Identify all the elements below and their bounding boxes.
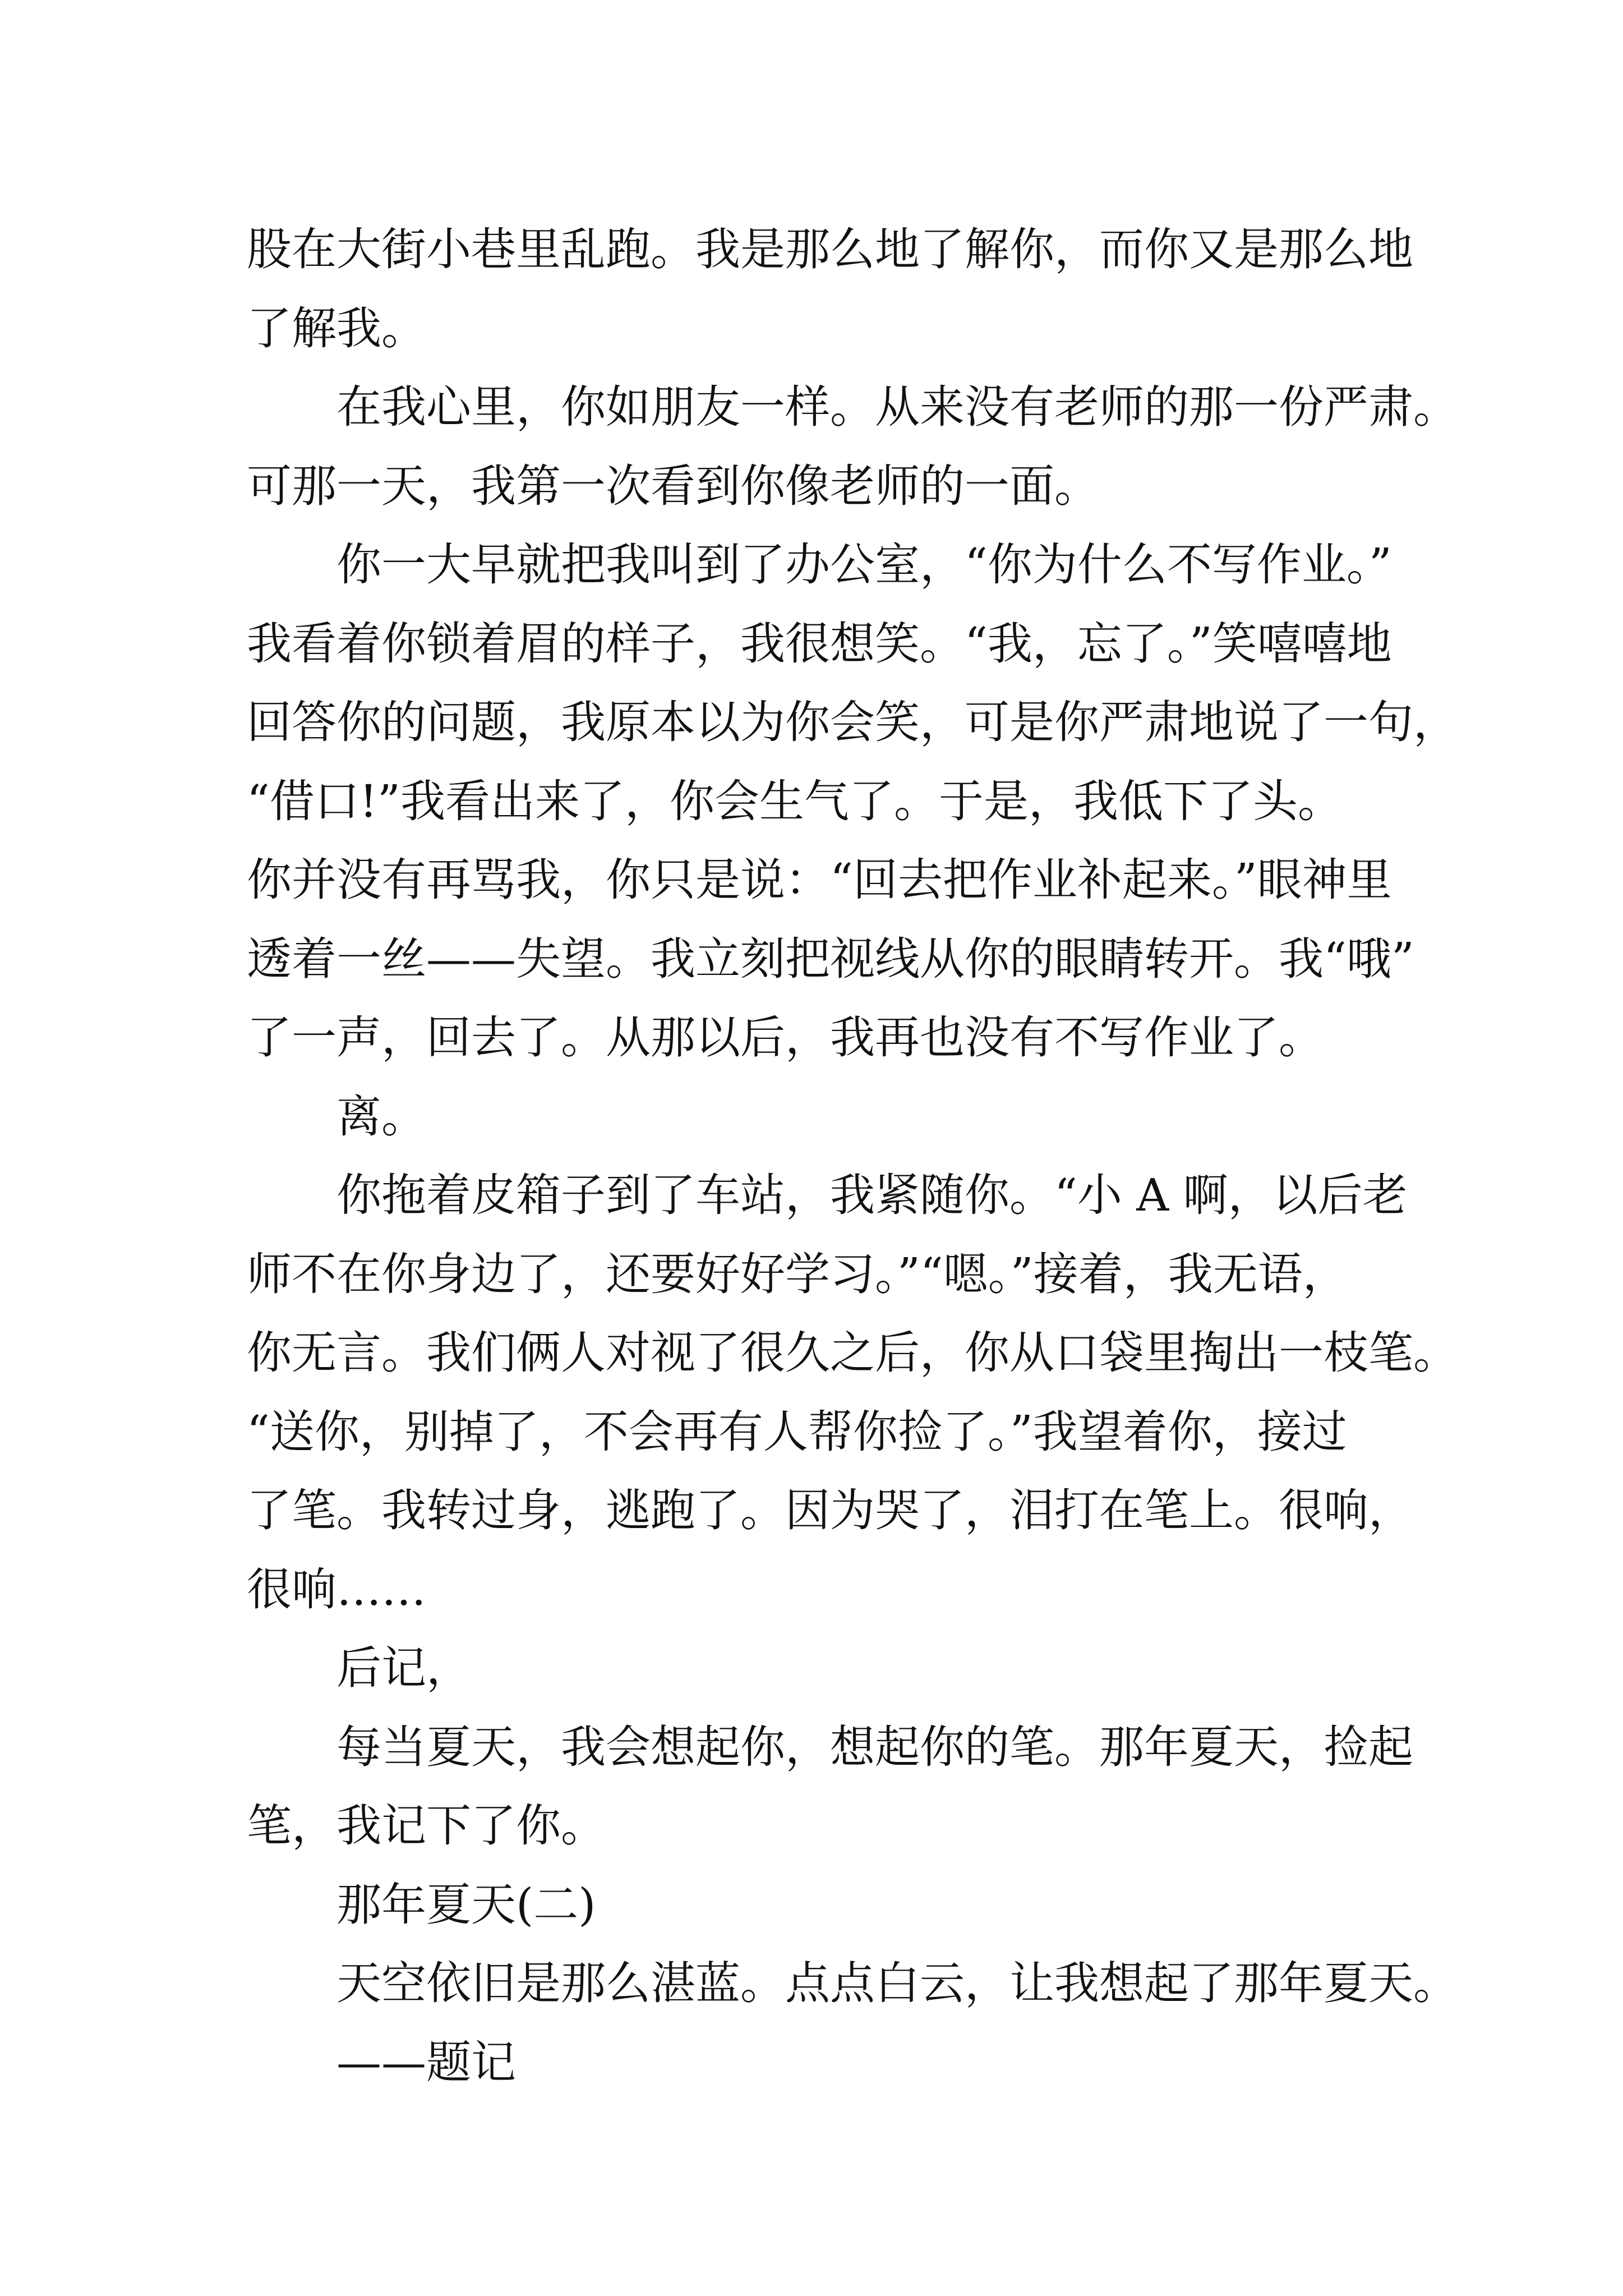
text-line: 透着一丝——失望。我立刻把视线从你的眼睛转开。我“哦” [247, 932, 1414, 985]
paragraph-start-line: 你拖着皮箱子到了车站，我紧随你。“小 A 啊，以后老 [336, 1169, 1408, 1221]
paragraph-start-line: 在我心里，你如朋友一样。从来没有老师的那一份严肃。 [336, 381, 1458, 433]
paragraph-start-line: 你一大早就把我叫到了办公室，“你为什么不写作业。” [336, 539, 1392, 591]
text-line: 回答你的问题，我原本以为你会笑，可是你严肃地说了一句， [247, 696, 1458, 748]
text-line: “送你，别掉了，不会再有人帮你捡了。”我望着你，接过 [247, 1405, 1347, 1458]
document-body [247, 210, 1458, 2102]
postscript-heading: 后记， [336, 1642, 471, 1694]
text-line: 笔，我记下了你。 [247, 1800, 606, 1852]
text-line: 可那一天，我第一次看到你像老师的一面。 [247, 459, 1099, 512]
section-title: 那年夏天(二) [336, 1878, 596, 1931]
epigraph-line: 天空依旧是那么湛蓝。点点白云，让我想起了那年夏天。 [336, 1957, 1458, 2009]
epigraph-attribution: ——题记 [336, 2036, 516, 2088]
text-line: 股在大街小巷里乱跑。我是那么地了解你，而你又是那么地 [247, 223, 1413, 275]
text-line: “借口!”我看出来了，你会生气了。于是，我低下了头。 [247, 775, 1343, 827]
text-line: 你并没有再骂我，你只是说：“回去把作业补起来。”眼神里 [247, 854, 1392, 906]
paragraph-start-line: 每当夏天，我会想起你，想起你的笔。那年夏天，捡起 [336, 1720, 1413, 1773]
text-line: 了一声，回去了。从那以后，我再也没有不写作业了。 [247, 1011, 1324, 1064]
text-line: 了解我。 [247, 302, 426, 355]
text-line: 很响…… [247, 1563, 426, 1616]
text-line: 你无言。我们俩人对视了很久之后，你从口袋里掏出一枝笔。 [247, 1327, 1458, 1379]
text-line: 我看着你锁着眉的样子，我很想笑。“我，忘了。”笑嘻嘻地 [247, 617, 1392, 670]
paragraph-start-line: 离。 [336, 1090, 426, 1143]
text-line: 了笔。我转过身，逃跑了。因为哭了，泪打在笔上。很响， [247, 1484, 1413, 1536]
text-line: 师不在你身边了，还要好好学习。”“嗯。”接着，我无语， [247, 1248, 1348, 1300]
